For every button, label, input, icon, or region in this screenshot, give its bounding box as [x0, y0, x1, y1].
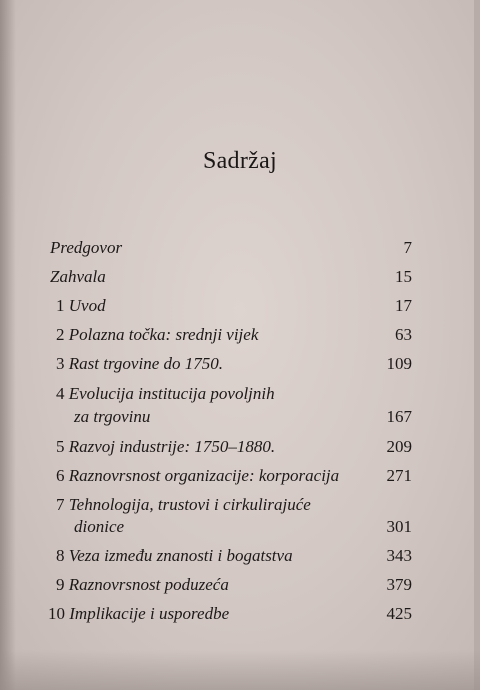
toc-entry-page: 7 — [403, 238, 412, 257]
toc-heading: Sadržaj — [202, 148, 278, 174]
toc-entry-number: 4 — [56, 384, 65, 403]
toc-entry-label: Predgovor — [50, 238, 123, 257]
toc-entry — [56, 465, 339, 487]
toc-entry-number: 6 — [56, 466, 65, 485]
toc-entry — [56, 494, 311, 516]
toc-entry-page: 17 — [395, 296, 412, 315]
toc-entry-page: 271 — [386, 466, 412, 485]
toc-entry-number: 7 — [56, 495, 65, 514]
toc-entry-page: 343 — [386, 546, 412, 565]
toc-entry — [56, 383, 275, 405]
toc-entry-page: 109 — [386, 354, 412, 373]
toc-entry-label: Implikacije i usporedbe — [69, 604, 230, 623]
toc-entry-number: 9 — [56, 575, 65, 594]
toc-entry-page: 15 — [395, 267, 412, 286]
toc-entry-continuation — [74, 516, 124, 538]
toc-entry-page: 425 — [386, 604, 412, 623]
toc-entry — [56, 545, 293, 567]
toc-entry-number: 2 — [56, 325, 65, 344]
toc-entry — [56, 324, 258, 346]
toc-entry — [56, 436, 275, 458]
toc-entry — [56, 295, 106, 317]
toc-entry — [56, 574, 229, 596]
toc-entry-number: 1 — [56, 296, 65, 315]
toc-entry-label: Rast trgovine do 1750. — [68, 354, 223, 373]
toc-entry-number: 10 — [48, 604, 65, 623]
toc-entry-label: Raznovrsnost poduzeća — [68, 575, 229, 594]
toc-entry — [50, 237, 122, 259]
toc-entry-page: 63 — [395, 325, 412, 344]
toc-entry-label: Veza između znanosti i bogatstva — [68, 546, 293, 565]
toc-entry-page: 301 — [386, 517, 412, 536]
toc-entry-label-line2: dionice — [74, 517, 125, 536]
toc-entry-label: Razvoj industrije: 1750–1880. — [68, 437, 276, 456]
toc-entry-label: Polazna točka: srednji vijek — [68, 325, 259, 344]
toc-entry-label: Uvod — [68, 296, 106, 315]
toc-entry-label: Evolucija institucija povoljnih — [68, 384, 275, 403]
toc-entry-page: 167 — [386, 407, 412, 426]
toc-entry-continuation — [74, 406, 150, 428]
toc-entry-label: Zahvala — [50, 267, 106, 286]
toc-entry — [48, 603, 229, 625]
toc-entry — [56, 353, 223, 375]
toc-entry-page: 379 — [386, 575, 412, 594]
toc-entry — [50, 266, 106, 288]
toc-entry-page: 209 — [386, 437, 412, 456]
toc-entry-number: 8 — [56, 546, 65, 565]
toc-entry-label: Tehnologija, trustovi i cirkulirajuće — [68, 495, 311, 514]
toc-entry-label: Raznovrsnost organizacije: korporacija — [68, 466, 340, 485]
toc-entry-number: 5 — [56, 437, 65, 456]
toc-entry-label-line2: za trgovinu — [74, 407, 151, 426]
toc-entry-number: 3 — [56, 354, 65, 373]
